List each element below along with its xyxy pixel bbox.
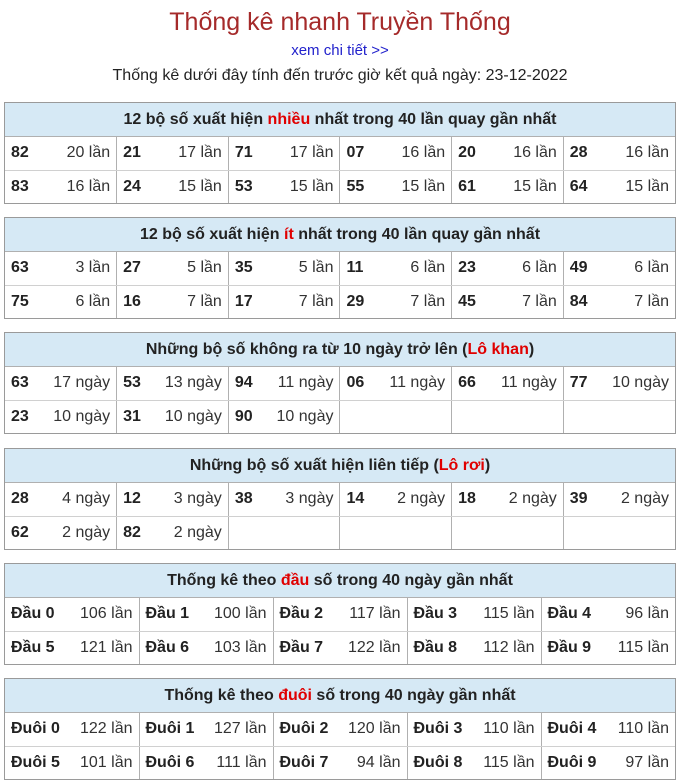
table-row <box>5 483 675 516</box>
stat-cell <box>452 252 564 285</box>
stat-number: Đầu 2 <box>279 605 324 623</box>
stat-count: 10 ngày <box>53 407 111 425</box>
stat-count: 20 lần <box>66 144 111 162</box>
stat-cell <box>273 746 407 779</box>
stat-count: 6 lần <box>522 259 557 277</box>
stat-number: 20 <box>458 144 476 162</box>
stat-count: 111 lần <box>216 753 267 771</box>
stat-cell <box>340 367 452 400</box>
table-row <box>5 285 675 318</box>
stat-number: Đuôi 6 <box>145 753 195 771</box>
stat-count: 96 lần <box>625 605 669 623</box>
stat-number: 07 <box>346 144 365 162</box>
stat-count: 2 ngày <box>397 490 446 508</box>
section-title-highlight: Lô khan <box>467 341 529 358</box>
stats-table <box>5 598 675 664</box>
stat-cell <box>117 170 229 203</box>
stat-number: 16 <box>123 292 141 310</box>
stat-count: 6 lần <box>75 292 111 310</box>
stat-count: 127 lần <box>214 720 267 738</box>
stat-number: Đầu 5 <box>11 638 55 656</box>
stat-cell <box>117 400 229 433</box>
stat-count: 115 lần <box>483 605 535 623</box>
stat-count: 122 lần <box>80 720 133 738</box>
stat-count: 101 lần <box>80 753 133 771</box>
stat-number: Đuôi 9 <box>547 753 597 771</box>
stat-number: Đầu 4 <box>547 605 592 623</box>
stat-cell <box>139 631 273 664</box>
stat-number: 63 <box>11 374 29 392</box>
stat-number: 49 <box>569 259 588 277</box>
stat-count: 4 ngày <box>62 490 111 508</box>
page-subtitle: Thống kê dưới đây tính đến trước giờ kết quả ngày: 23-12-2022 <box>112 67 568 84</box>
page-title: Thống kê nhanh Truyền Thống <box>169 8 511 36</box>
stat-cell <box>117 137 229 170</box>
stat-count: 6 lần <box>634 259 669 277</box>
stats-section <box>4 678 676 780</box>
stat-number: Đuôi 4 <box>547 720 597 738</box>
stats-table <box>5 367 675 433</box>
stat-count: 17 ngày <box>53 374 111 392</box>
stat-number: 53 <box>234 177 253 195</box>
stat-number: 82 <box>11 144 29 162</box>
stat-number: 28 <box>11 490 29 508</box>
stat-cell <box>117 285 229 318</box>
stat-number: Đầu 1 <box>145 605 190 623</box>
stat-number: 29 <box>346 292 365 310</box>
stat-count: 13 ngày <box>164 374 222 392</box>
page-header <box>0 0 680 85</box>
stat-count: 112 lần <box>483 638 535 656</box>
stat-count: 16 lần <box>401 144 446 162</box>
stat-number: 27 <box>123 259 141 277</box>
section-title-text: Những bộ số không ra từ 10 ngày trở lên ( <box>145 341 468 358</box>
table-row <box>5 400 675 433</box>
stat-number: 61 <box>458 177 476 195</box>
stat-number: 31 <box>123 407 141 425</box>
table-row <box>5 746 675 779</box>
stat-count: 16 lần <box>625 144 669 162</box>
stat-count: 2 ngày <box>508 490 557 508</box>
stat-number: 35 <box>234 259 253 277</box>
stat-cell <box>228 400 340 433</box>
stat-number: Đuôi 7 <box>279 753 329 771</box>
table-row <box>5 252 675 285</box>
stat-number: 11 <box>346 259 364 277</box>
stat-cell <box>5 367 117 400</box>
stat-count: 11 ngày <box>389 374 446 392</box>
stat-cell <box>273 713 407 746</box>
stat-cell <box>407 631 541 664</box>
stat-cell <box>563 516 675 549</box>
section-title-text: 12 bộ số xuất hiện <box>139 226 284 243</box>
stat-cell <box>541 598 675 631</box>
stat-cell <box>117 252 229 285</box>
stat-number: 14 <box>346 490 365 508</box>
stat-number: 39 <box>569 490 588 508</box>
stat-cell <box>452 516 564 549</box>
stat-cell <box>340 483 452 516</box>
stat-cell <box>407 598 541 631</box>
stat-number: 94 <box>234 374 253 392</box>
stat-cell <box>5 170 117 203</box>
stat-cell <box>340 400 452 433</box>
table-row <box>5 137 675 170</box>
stat-number: 64 <box>569 177 588 195</box>
stat-cell <box>407 713 541 746</box>
stat-cell <box>452 367 564 400</box>
stats-table <box>5 483 675 549</box>
stat-number: Đầu 8 <box>413 638 458 656</box>
stat-cell <box>117 483 229 516</box>
table-row <box>5 631 675 664</box>
stat-cell <box>452 483 564 516</box>
stat-count: 17 lần <box>289 144 334 162</box>
stat-count: 117 lần <box>349 605 401 623</box>
section-title <box>5 103 675 137</box>
section-title-text: số trong 40 ngày gần nhất <box>311 687 516 704</box>
stat-count: 3 lần <box>75 259 111 277</box>
stat-cell <box>228 137 340 170</box>
stat-count: 5 lần <box>298 259 334 277</box>
stat-cell <box>340 516 452 549</box>
section-title-text: ) <box>484 457 491 474</box>
section-title <box>5 333 675 367</box>
stat-cell <box>5 252 117 285</box>
stat-count: 122 lần <box>348 638 401 656</box>
stat-number: Đầu 0 <box>11 605 55 623</box>
section-title <box>5 449 675 483</box>
stat-cell <box>5 631 139 664</box>
stat-count: 115 lần <box>483 753 535 771</box>
stat-cell <box>563 285 675 318</box>
stat-cell <box>139 713 273 746</box>
section-title-text: nhất trong 40 lần quay gần nhất <box>293 226 541 243</box>
section-title-text: Thống kê theo <box>164 687 279 704</box>
stat-cell <box>5 713 139 746</box>
stat-count: 17 lần <box>178 144 222 162</box>
stat-cell <box>452 137 564 170</box>
stat-count: 110 lần <box>617 720 669 738</box>
stats-section <box>4 217 676 319</box>
stat-cell <box>228 516 340 549</box>
stats-table <box>5 252 675 318</box>
stat-cell <box>340 285 452 318</box>
stats-section <box>4 332 676 434</box>
table-row <box>5 367 675 400</box>
stat-count: 103 lần <box>214 638 267 656</box>
stat-cell <box>273 631 407 664</box>
stat-cell <box>340 170 452 203</box>
stat-number: 84 <box>569 292 588 310</box>
stat-count: 94 lần <box>356 753 401 771</box>
stat-number: Đầu 7 <box>279 638 324 656</box>
stat-count: 106 lần <box>80 605 133 623</box>
stat-cell <box>5 746 139 779</box>
stat-cell <box>5 516 117 549</box>
stat-number: 66 <box>458 374 476 392</box>
stat-number: 17 <box>234 292 253 310</box>
stats-table <box>5 137 675 203</box>
section-title-text: ) <box>528 341 535 358</box>
stat-cell <box>228 170 340 203</box>
stat-cell <box>117 516 229 549</box>
stat-count: 10 ngày <box>612 374 669 392</box>
stat-count: 7 lần <box>522 292 557 310</box>
stat-number: 21 <box>123 144 141 162</box>
stat-cell <box>5 598 139 631</box>
section-title-highlight: nhiều <box>267 111 311 128</box>
stat-cell <box>563 137 675 170</box>
stat-count: 10 ngày <box>164 407 222 425</box>
stat-cell <box>139 746 273 779</box>
stat-count: 110 lần <box>483 720 535 738</box>
stat-count: 7 lần <box>634 292 669 310</box>
stat-count: 16 lần <box>513 144 557 162</box>
stat-number: 45 <box>458 292 476 310</box>
stat-number: Đuôi 0 <box>11 720 60 738</box>
section-title <box>5 679 675 713</box>
stat-cell <box>228 252 340 285</box>
stat-cell <box>228 285 340 318</box>
stat-number: 18 <box>458 490 476 508</box>
stat-count: 100 lần <box>214 605 267 623</box>
stat-number: Đầu 9 <box>547 638 592 656</box>
stats-section <box>4 563 676 665</box>
section-title-text: 12 bộ số xuất hiện <box>123 111 268 128</box>
stat-number: 55 <box>346 177 365 195</box>
stat-cell <box>228 367 340 400</box>
stat-count: 97 lần <box>625 753 669 771</box>
section-title-highlight: đầu <box>280 572 310 589</box>
stat-count: 15 lần <box>625 177 669 195</box>
stat-number: 77 <box>569 374 588 392</box>
stat-count: 2 ngày <box>173 523 222 541</box>
section-title-highlight: Lô rơi <box>438 457 485 474</box>
stat-cell <box>563 252 675 285</box>
stat-cell <box>407 746 541 779</box>
stat-cell <box>563 170 675 203</box>
stat-count: 6 lần <box>410 259 446 277</box>
stat-number: 90 <box>234 407 253 425</box>
table-row <box>5 170 675 203</box>
stat-number: 38 <box>234 490 253 508</box>
section-title-highlight: ít <box>284 226 294 243</box>
stat-count: 10 ngày <box>276 407 334 425</box>
stat-number: 24 <box>123 177 141 195</box>
stat-cell <box>541 713 675 746</box>
stats-section <box>4 102 676 204</box>
stat-count: 3 ngày <box>285 490 334 508</box>
stat-number: Đuôi 8 <box>413 753 463 771</box>
stat-count: 2 ngày <box>620 490 669 508</box>
stat-count: 11 ngày <box>277 374 334 392</box>
stat-cell <box>541 746 675 779</box>
stat-cell <box>5 483 117 516</box>
table-row <box>5 516 675 549</box>
section-title <box>5 564 675 598</box>
table-row <box>5 598 675 631</box>
stat-count: 2 ngày <box>62 523 111 541</box>
stat-count: 120 lần <box>348 720 401 738</box>
section-title-highlight: đuôi <box>278 687 312 704</box>
stat-count: 7 lần <box>187 292 222 310</box>
stat-cell <box>340 252 452 285</box>
stat-number: 28 <box>569 144 588 162</box>
section-title-text: số trong 40 ngày gần nhất <box>309 572 513 589</box>
stat-cell <box>117 367 229 400</box>
stat-cell <box>340 137 452 170</box>
stat-number: 63 <box>11 259 29 277</box>
stat-count: 121 lần <box>80 638 133 656</box>
stat-cell <box>273 598 407 631</box>
stat-count: 11 ngày <box>501 374 557 392</box>
stat-number: Đuôi 1 <box>145 720 195 738</box>
stat-cell <box>452 170 564 203</box>
stat-cell <box>228 483 340 516</box>
stat-count: 5 lần <box>187 259 222 277</box>
stat-count: 15 lần <box>178 177 222 195</box>
stat-number: 23 <box>458 259 476 277</box>
stats-table <box>5 713 675 779</box>
stat-number: Đầu 6 <box>145 638 190 656</box>
stat-number: 71 <box>234 144 253 162</box>
stat-cell <box>5 285 117 318</box>
stat-count: 15 lần <box>401 177 446 195</box>
stat-count: 115 lần <box>617 638 669 656</box>
stat-count: 3 ngày <box>173 490 222 508</box>
section-title <box>5 218 675 252</box>
stat-number: 12 <box>123 490 141 508</box>
stat-count: 16 lần <box>66 177 111 195</box>
stat-number: 82 <box>123 523 141 541</box>
stat-cell <box>5 137 117 170</box>
stat-count: 15 lần <box>289 177 334 195</box>
stat-number: 75 <box>11 292 29 310</box>
stat-cell <box>139 598 273 631</box>
stat-cell <box>5 400 117 433</box>
stat-number: 62 <box>11 523 29 541</box>
stat-number: 53 <box>123 374 141 392</box>
stat-count: 7 lần <box>298 292 334 310</box>
stat-cell <box>452 285 564 318</box>
table-row <box>5 713 675 746</box>
stat-cell <box>563 367 675 400</box>
stat-number: Đuôi 5 <box>11 753 60 771</box>
stat-count: 7 lần <box>410 292 446 310</box>
stat-cell <box>452 400 564 433</box>
stat-number: 06 <box>346 374 365 392</box>
stat-number: Đuôi 3 <box>413 720 463 738</box>
view-detail-link[interactable]: xem chi tiết >> <box>291 42 389 59</box>
stat-cell <box>541 631 675 664</box>
stat-number: Đầu 3 <box>413 605 458 623</box>
section-title-text: Thống kê theo <box>167 572 281 589</box>
stat-cell <box>563 483 675 516</box>
stat-number: 23 <box>11 407 29 425</box>
stat-cell <box>563 400 675 433</box>
stats-section <box>4 448 676 550</box>
section-title-text: Những bộ số xuất hiện liên tiếp ( <box>189 457 439 474</box>
stat-number: Đuôi 2 <box>279 720 329 738</box>
stat-count: 15 lần <box>513 177 557 195</box>
stat-number: 83 <box>11 177 29 195</box>
section-title-text: nhất trong 40 lần quay gần nhất <box>310 111 557 128</box>
